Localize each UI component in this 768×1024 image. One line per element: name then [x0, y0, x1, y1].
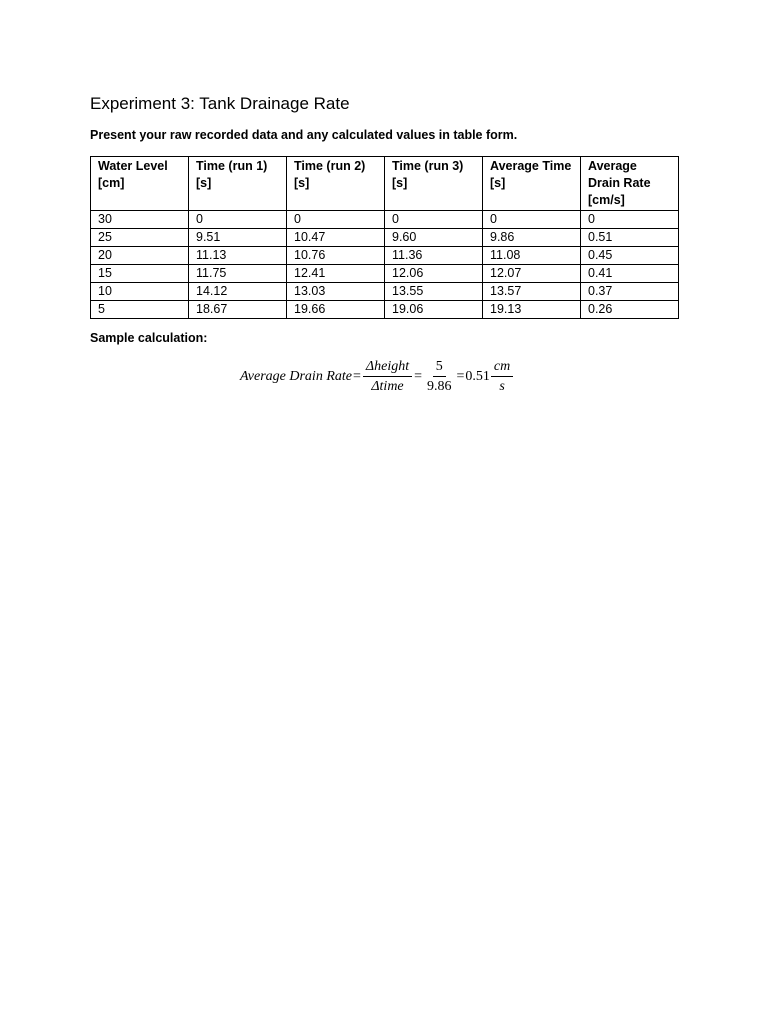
table-cell: 11.13 — [189, 247, 287, 265]
header-average-drain-rate: Average Drain Rate [cm/s] — [581, 157, 679, 211]
table-cell: 20 — [91, 247, 189, 265]
header-water-level: Water Level [cm] — [91, 157, 189, 211]
table-cell: 9.51 — [189, 229, 287, 247]
header-average-time: Average Time [s] — [483, 157, 581, 211]
unit-numerator: cm — [491, 358, 513, 377]
table-row — [91, 247, 679, 265]
table-cell: 0.37 — [581, 283, 679, 301]
table-cell: 19.06 — [385, 301, 483, 319]
table-cell: 13.57 — [483, 283, 581, 301]
table-cell: 0.45 — [581, 247, 679, 265]
table-row — [91, 301, 679, 319]
table-cell: 11.36 — [385, 247, 483, 265]
table-cell: 13.03 — [287, 283, 385, 301]
fraction-numerator: 5 — [433, 358, 446, 377]
table-cell: 9.60 — [385, 229, 483, 247]
table-cell: 10.47 — [287, 229, 385, 247]
equals-sign: = — [352, 368, 361, 384]
table-cell: 0.41 — [581, 265, 679, 283]
table-cell: 0 — [483, 211, 581, 229]
fraction-denominator: 9.86 — [427, 379, 452, 394]
table-cell: 9.86 — [483, 229, 581, 247]
table-cell: 0.26 — [581, 301, 679, 319]
delta-fraction — [363, 358, 412, 395]
table-cell: 0.51 — [581, 229, 679, 247]
table-cell: 14.12 — [189, 283, 287, 301]
unit-denominator: s — [499, 379, 505, 394]
header-time-run-2: Time (run 2) [s] — [287, 157, 385, 211]
table-cell: 18.67 — [189, 301, 287, 319]
table-header-row — [91, 157, 679, 211]
table-cell: 19.66 — [287, 301, 385, 319]
table-row — [91, 211, 679, 229]
unit-fraction — [491, 358, 513, 395]
table-cell: 12.07 — [483, 265, 581, 283]
table-row — [91, 265, 679, 283]
table-cell: 25 — [91, 229, 189, 247]
fraction-numerator: Δheight — [363, 358, 412, 377]
table-cell: 19.13 — [483, 301, 581, 319]
table-row — [91, 229, 679, 247]
table-cell: 11.75 — [189, 265, 287, 283]
table-cell: 12.41 — [287, 265, 385, 283]
equation-result: 0.51 — [465, 368, 490, 384]
table-cell: 0 — [581, 211, 679, 229]
table-cell: 0 — [385, 211, 483, 229]
table-row — [91, 283, 679, 301]
header-time-run-1: Time (run 1) [s] — [189, 157, 287, 211]
table-cell: 12.06 — [385, 265, 483, 283]
table-cell: 10 — [91, 283, 189, 301]
instructions-text: Present your raw recorded data and any calculated values in table form. — [90, 128, 518, 142]
table-cell: 0 — [189, 211, 287, 229]
table-cell: 13.55 — [385, 283, 483, 301]
page-title: Experiment 3: Tank Drainage Rate — [90, 94, 350, 113]
table-cell: 5 — [91, 301, 189, 319]
table-cell: 15 — [91, 265, 189, 283]
sample-calculation-label: Sample calculation: — [90, 331, 208, 345]
sample-equation — [240, 358, 514, 395]
numeric-fraction — [424, 358, 455, 395]
table-cell: 30 — [91, 211, 189, 229]
equals-sign: = — [456, 368, 465, 384]
equation-lhs: Average Drain Rate — [240, 368, 352, 384]
equals-sign: = — [414, 368, 423, 384]
data-table — [90, 156, 679, 319]
table-cell: 0 — [287, 211, 385, 229]
table-cell: 10.76 — [287, 247, 385, 265]
header-time-run-3: Time (run 3) [s] — [385, 157, 483, 211]
fraction-denominator: Δtime — [371, 379, 404, 394]
table-cell: 11.08 — [483, 247, 581, 265]
